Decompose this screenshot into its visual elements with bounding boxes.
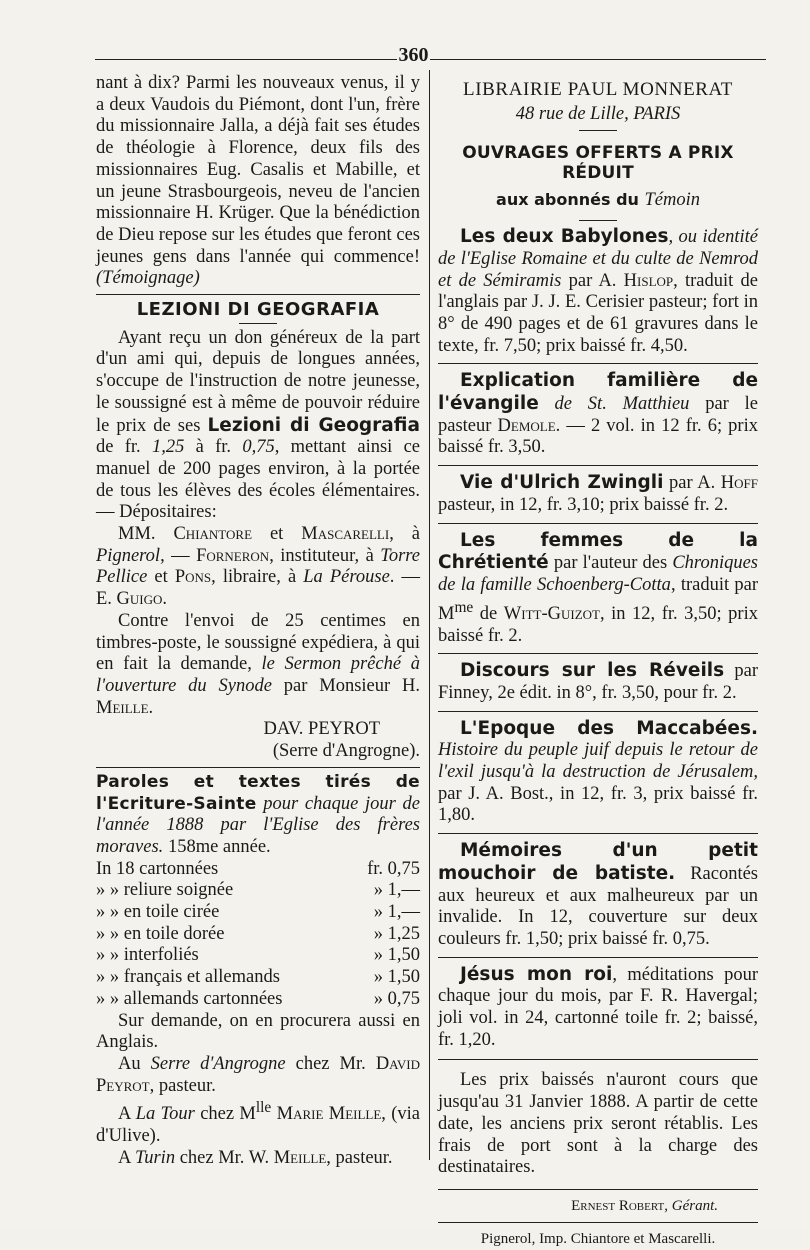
separator-rule <box>438 1059 758 1060</box>
book-entry: Explication familière de l'évangile de St. Matthieu par le pasteur Demole. — 2 vol. in 12 fr. 6; prix baissé fr. 3,50. <box>438 370 758 458</box>
separator-rule <box>96 767 420 768</box>
book-entry: Mémoires d'un petit mouchoir de batiste. Racontés aux heureux et aux malheureux par un invalide. In 12, couverture sur deux couleurs fr. 1,50; prix baissé fr. 0,75. <box>438 840 758 949</box>
separator-rule <box>438 465 758 466</box>
separator-rule <box>438 1222 758 1223</box>
right-column <box>438 73 758 1250</box>
book-title-inline: Lezioni di Geografia <box>207 414 420 436</box>
signature-place: (Serre d'Angrogne). <box>272 741 420 762</box>
seller-entry: A Turin chez Mr. W. Meille, pasteur. <box>118 1147 393 1168</box>
separator-rule <box>438 363 758 364</box>
announcement-text: Ayant reçu un don généreux de la part d'un ami qui, depuis de longues années, s'occupe de l'instruction de notre jeunesse, le soussigné est à même de pouvoir réduire le prix de ses Lezioni di Geografia de fr. 1,25 à fr. 0,75, mettant ainsi ce manuel de 200 pages environ, à la portée de tous les élèves des écoles élémentaires. — Dépositaires: <box>96 327 420 523</box>
depositaires-list: MM. Chiantore et Mascarelli, à Pignerol, — Forneron, instituteur, à Torre Pellice et Pons, libraire, à La Pérouse. — E. Guigo. <box>96 524 420 610</box>
separator-rule <box>438 653 758 654</box>
price-value: » 0,75 <box>373 988 420 1009</box>
article-text: nant à dix? Parmi les nouveaux venus, il y a deux Vaudois du Piémont, dont l'un, frère du missionnaire Jalla, a déjà fait ses études de théologie à Florence, deux fils des missionnaires Eug. Casalis et Mabille, et un jeune Strasbourgeois, neveu de l'ancien missionnaire H. Krüger. Que la bénédiction de Dieu repose sur les études que feront ces jeunes gens dans l'année qui commence! (Témoignage) <box>96 73 420 289</box>
price-label: In 18 cartonnées <box>96 858 219 879</box>
separator-rule <box>96 294 420 295</box>
price-value: » 1,— <box>373 880 420 901</box>
price-label: » » allemands cartonnées <box>96 988 283 1009</box>
price-row <box>96 880 420 902</box>
price-row <box>96 924 420 946</box>
top-rule-right <box>430 59 766 60</box>
book-entry: Discours sur les Réveils par Finney, 2e édit. in 8°, fr. 3,50, pour fr. 2. <box>438 660 758 703</box>
price-row <box>96 902 420 924</box>
book-entry: Les deux Babylones, ou identité de l'Eglise Romaine et du culte de Nemrod et de Sémiramis par A. Hislop, traduit de l'anglais par J. J. E. Cerisier pasteur; fort in 8° de 490 pages et de 61 gravures dans le texte, fr. 7,50; prix baissé fr. 4,50. <box>438 226 758 356</box>
librairie-address: 48 rue de Lille, PARIS <box>515 103 681 124</box>
separator-rule <box>438 711 758 712</box>
imprint: Pignerol, Imp. Chiantore et Mascarelli. <box>480 1230 716 1247</box>
price-label: » » en toile cirée <box>96 902 220 923</box>
left-column <box>96 73 420 1170</box>
offers-title: OUVRAGES OFFERTS A PRIX RÉDUIT <box>462 143 734 184</box>
short-rule <box>579 130 617 131</box>
availability-note: Sur demande, on en procurera aussi en Anglais. <box>96 1010 420 1053</box>
signature-name: DAV. PEYROT <box>263 719 380 740</box>
page-number: 360 <box>398 44 429 66</box>
separator-rule <box>438 957 758 958</box>
section-heading: LEZIONI DI GEOGRAFIA <box>136 299 380 321</box>
price-label: » » reliure soignée <box>96 880 234 901</box>
seller-entry: A La Tour chez $M^{lle}$ Marie Meille, (via d'Ulive). <box>96 1099 421 1147</box>
gerant-signature: Ernest Robert, Gérant. <box>571 1197 718 1214</box>
short-rule <box>579 220 617 221</box>
price-label: » » en toile dorée <box>96 923 225 944</box>
price-value: » 1,50 <box>373 967 420 988</box>
book-announcement: Paroles et textes tirés de l'Ecriture-Sainte pour chaque jour de l'année 1888 par l'Eglise des frères moraves. 158me année. <box>96 771 420 857</box>
short-rule <box>239 323 277 324</box>
price-notice: Les prix baissés n'auront cours que jusqu'au 31 Janvier 1888. A partir de cette date, les anciens prix seront rétablis. Les frais de port sont à la charge des destinataires. <box>438 1070 758 1178</box>
price-label: » » interfoliés <box>96 945 199 966</box>
seller-entry: Au Serre d'Angrogne chez Mr. David Peyrot, pasteur. <box>96 1053 420 1096</box>
separator-rule <box>438 833 758 834</box>
book-entry: L'Epoque des Maccabées. Histoire du peuple juif depuis le retour de l'exil jusqu'à la destruction de Jérusalem, par J. A. Bost., in 12, fr. 3, prix baissé fr. 1,80. <box>438 717 758 826</box>
separator-rule <box>438 1189 758 1190</box>
price-value: » 1,25 <box>373 923 420 944</box>
sermon-offer-text: Contre l'envoi de 25 centimes en timbres-poste, le soussigné expédiera, à qui en fait la demande, le Sermon prêché à l'ouverture du Synode par Monsieur H. Meille. <box>96 610 420 718</box>
article-source: (Témoignage) <box>96 268 200 289</box>
price-row <box>96 945 420 967</box>
book-entry: Jésus mon roi, méditations pour chaque jour du mois, par F. R. Havergal; joli vol. in 24, cartonné toile fr. 2; baissé, fr. 1,20. <box>438 963 759 1050</box>
column-divider <box>429 70 430 1160</box>
price-value: » 1,50 <box>373 945 420 966</box>
separator-rule <box>438 523 758 524</box>
book-entry: Les femmes de la Chrétienté par l'auteur des Chroniques de la famille Schoenberg-Cotta, traduit par $M^{me}$ de Witt-Guizot, in 12, fr. 3,50; prix baissé fr. 2. <box>438 529 758 646</box>
price-row <box>96 859 420 881</box>
top-rule-left <box>95 59 397 60</box>
price-list <box>96 859 420 1011</box>
librairie-name: LIBRAIRIE PAUL MONNERAT <box>463 79 733 100</box>
book-heading: Paroles et textes tirés de l'Ecriture-Sainte <box>96 771 420 814</box>
price-label: » » français et allemands <box>96 967 280 988</box>
price-value: » 1,— <box>373 902 420 923</box>
price-row <box>96 967 420 989</box>
price-value: fr. 0,75 <box>367 858 420 879</box>
price-row <box>96 989 420 1011</box>
offers-subtitle: aux abonnés du Témoin <box>496 190 700 211</box>
book-entry: Vie d'Ulrich Zwingli par A. Hoff pasteur, in 12, fr. 3,10; prix baissé fr. 2. <box>438 472 759 515</box>
